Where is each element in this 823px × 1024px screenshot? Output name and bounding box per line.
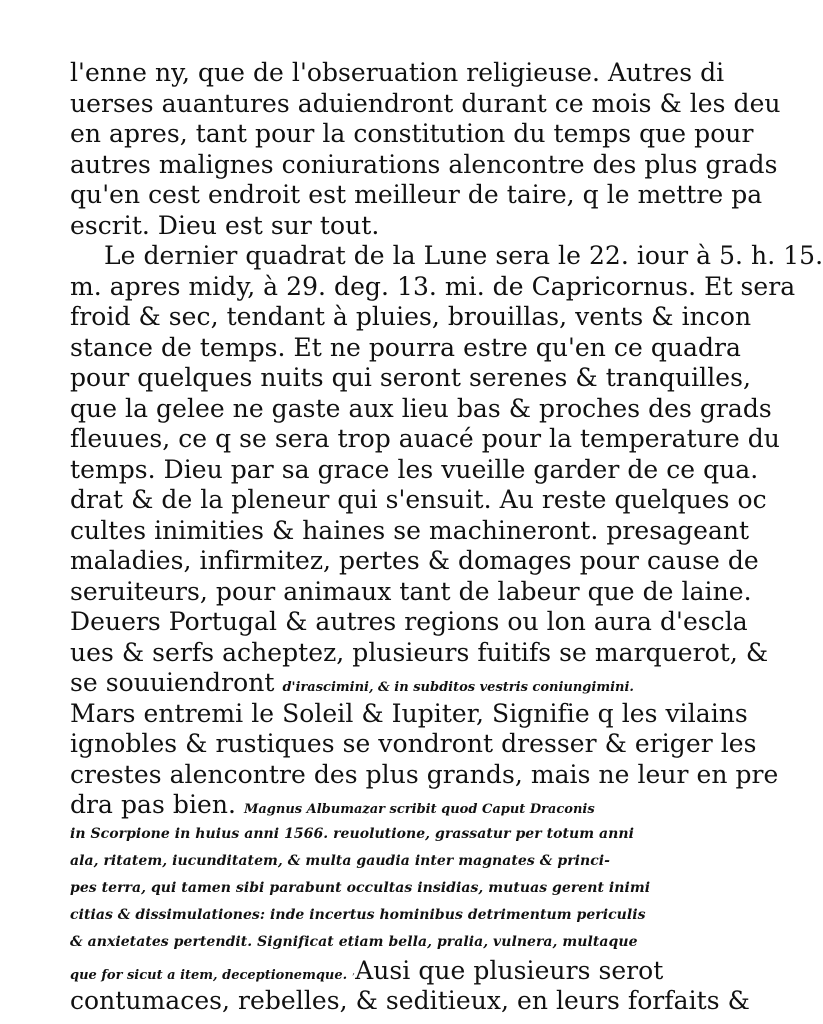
text-line [70, 668, 670, 699]
text-line: pour quelques nuits qui seront serenes & tranquilles, [70, 363, 751, 392]
text-line: ues & serfs acheptez, plusieurs fuitifs se marquerot, & [70, 637, 769, 667]
paragraph-start-line: Le dernier quadrat de la Lune sera le 22. iour à 5. h. 15. [104, 241, 823, 270]
text-line: stance de temps. Et ne pourra estre qu'en ce quadra [70, 332, 741, 362]
text-block [70, 58, 823, 1017]
latin-line: ala, ritatem, iucunditatem, & multa gaudia inter magnates & princi- [70, 852, 611, 869]
text-line-end: Ausi que plusieurs serot [355, 955, 664, 985]
text-line-start: dra pas bien. [70, 790, 236, 819]
text-line: maladies, infirmitez, pertes & domages pour cause de [70, 546, 759, 575]
text-line: contumaces, rebelles, & seditieux, en leurs forfaits & [70, 986, 750, 1015]
text-line-start: se souuiendront [70, 668, 275, 697]
text-line: Mars entremi le Soleil & Iupiter, Signifie q les vilains [70, 698, 748, 728]
text-line: fleuues, ce q se sera trop auacé pour la temperature du [70, 424, 780, 453]
text-line: froid & sec, tendant à pluies, brouillas, vents & incon [70, 302, 752, 331]
text-line: que la gelee ne gaste aux lieu bas & proches des grads [70, 393, 772, 423]
text-line [70, 790, 670, 821]
text-line: l'enne ny, que de l'obseruation religieuse. Autres di [70, 58, 725, 87]
text-line: drat & de la pleneur qui s'ensuit. Au reste quelques oc [70, 485, 767, 514]
page-bottom-mark: , [352, 966, 356, 977]
text-line [70, 956, 670, 987]
text-line: seruiteurs, pour animaux tant de labeur que de laine. [70, 576, 752, 606]
text-line: m. apres midy, à 29. deg. 13. mi. de Capricornus. Et sera [70, 271, 796, 301]
latin-quote: que for sicut a item, deceptionemque. [70, 967, 348, 983]
latin-line: citias & dissimulationes: inde incertus hominibus detrimentum periculis [70, 906, 646, 923]
text-line: en apres, tant pour la constitution du temps que pour [70, 119, 754, 148]
latin-line: pes terra, qui tamen sibi parabunt occultas insidias, mutuas gerent inimi [70, 879, 651, 896]
text-line: ignobles & rustiques se vondront dresser & eriger les [70, 729, 757, 758]
text-line: autres malignes coniurations alencontre des plus grads [70, 149, 778, 179]
latin-quote: d'irascimini, & in subditos vestris coniungimini. [282, 680, 634, 695]
text-line: uerses auantures aduiendront durant ce mois & les deu [70, 88, 781, 118]
text-line: qu'en cest endroit est meilleur de taire, q le mettre pa [70, 180, 763, 209]
text-line: cultes inimities & haines se machineront. presageant [70, 515, 750, 545]
text-line: crestes alencontre des plus grands, mais ne leur en pre [70, 759, 779, 789]
text-line: temps. Dieu par sa grace les vueille garder de ce qua. [70, 454, 759, 484]
latin-line: & anxietates pertendit. Significat etiam bella, pralia, vulnera, multaque [70, 933, 638, 950]
text-line: Deuers Portugal & autres regions ou lon aura d'escla [70, 607, 748, 636]
latin-quote: Magnus Albumazar scribit quod Caput Draconis [243, 802, 595, 817]
text-line: escrit. Dieu est sur tout. [70, 210, 380, 240]
latin-line: in Scorpione in huius anni 1566. reuolutione, grassatur per totum anni [70, 825, 634, 842]
